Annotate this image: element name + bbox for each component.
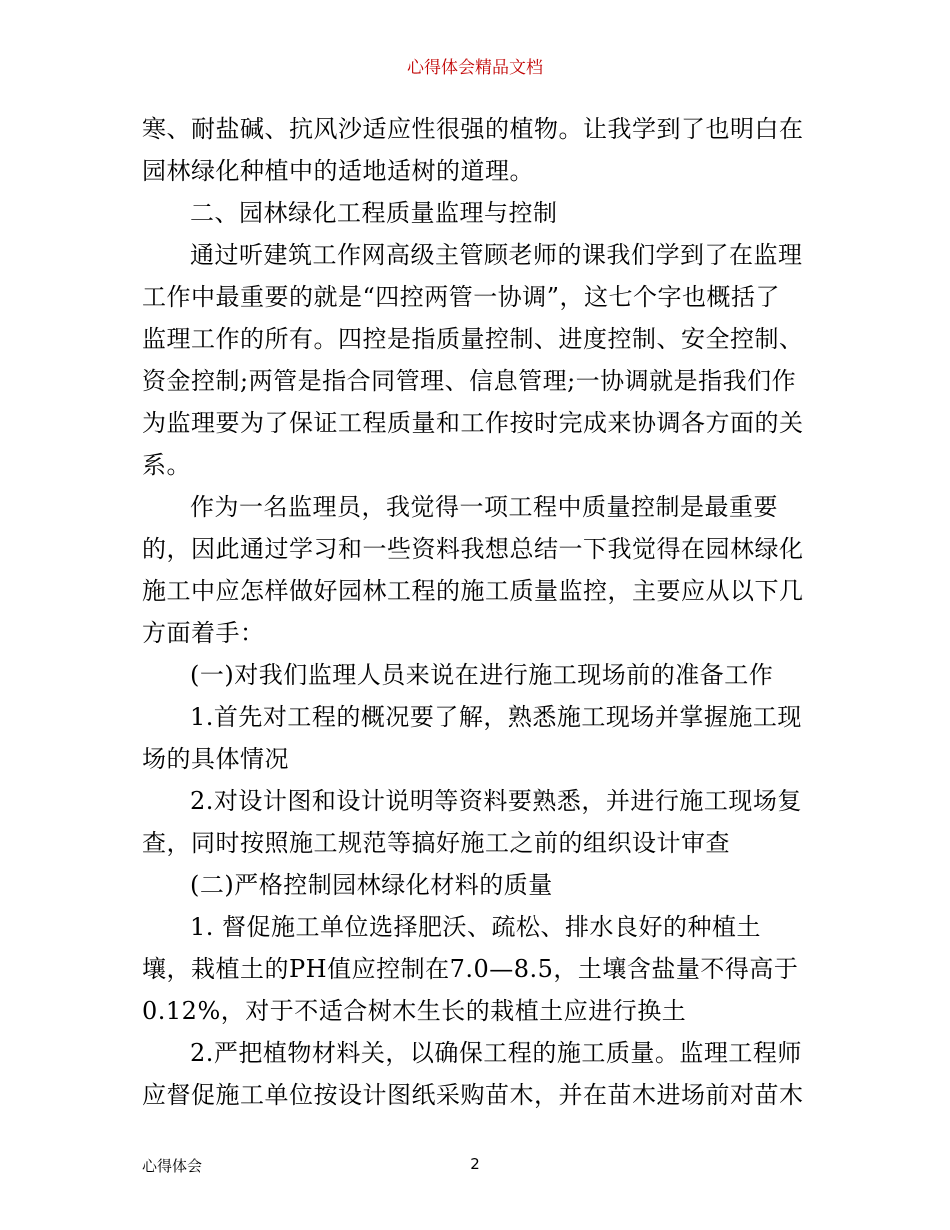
body-line: 施工中应怎样做好园林工程的施工质量监控，主要应从以下几: [142, 577, 804, 605]
body-line: 监理工作的所有。四控是指质量控制、进度控制、安全控制、: [142, 325, 804, 353]
body-line: 通过听建筑工作网高级主管顾老师的课我们学到了在监理: [190, 241, 803, 269]
body-line: 为监理要为了保证工程质量和工作按时完成来协调各方面的关: [142, 409, 804, 437]
body-line: 寒、耐盐碱、抗风沙适应性很强的植物。让我学到了也明白在: [142, 115, 804, 143]
body-line: 2.严把植物材料关，以确保工程的施工质量。监理工程师: [190, 1039, 802, 1067]
body-line: 0.12%，对于不适合树木生长的栽植土应进行换土: [142, 997, 687, 1025]
subsection-heading: (一)对我们监理人员来说在进行施工现场前的准备工作: [190, 661, 774, 689]
body-line: 1.首先对工程的概况要了解，熟悉施工现场并掌握施工现: [190, 703, 802, 731]
footer-label: 心得体会: [142, 1157, 203, 1175]
body-line: 作为一名监理员，我觉得一项工程中质量控制是最重要: [190, 493, 778, 521]
body-line: 1. 督促施工单位选择肥沃、疏松、排水良好的种植土: [190, 913, 762, 941]
body-line: 场的具体情况: [142, 745, 289, 773]
body-line: 壤，栽植土的PH值应控制在7.0—8.5，土壤含盐量不得高于: [142, 955, 799, 983]
body-line: 2.对设计图和设计说明等资料要熟悉，并进行施工现场复: [190, 787, 802, 815]
body-line: 系。: [142, 451, 191, 479]
body-line: 园林绿化种植中的适地适树的道理。: [142, 157, 534, 185]
page-header-title: 心得体会精品文档: [407, 58, 543, 78]
section-heading: 二、园林绿化工程质量监理与控制: [190, 199, 558, 227]
body-line: 资金控制;两管是指合同管理、信息管理;一协调就是指我们作: [142, 367, 797, 395]
body-line: 方面着手：: [142, 619, 265, 647]
document-body: [142, 108, 814, 1116]
body-line: 应督促施工单位按设计图纸采购苗木，并在苗木进场前对苗木: [142, 1081, 804, 1109]
body-line: 的，因此通过学习和一些资料我想总结一下我觉得在园林绿化: [142, 535, 804, 563]
body-line: 查，同时按照施工规范等搞好施工之前的组织设计审查: [142, 829, 730, 857]
subsection-heading: (二)严格控制园林绿化材料的质量: [190, 871, 553, 899]
page-number: 2: [470, 1155, 480, 1173]
body-line: 工作中最重要的就是“四控两管一协调”，这七个字也概括了: [142, 283, 781, 311]
